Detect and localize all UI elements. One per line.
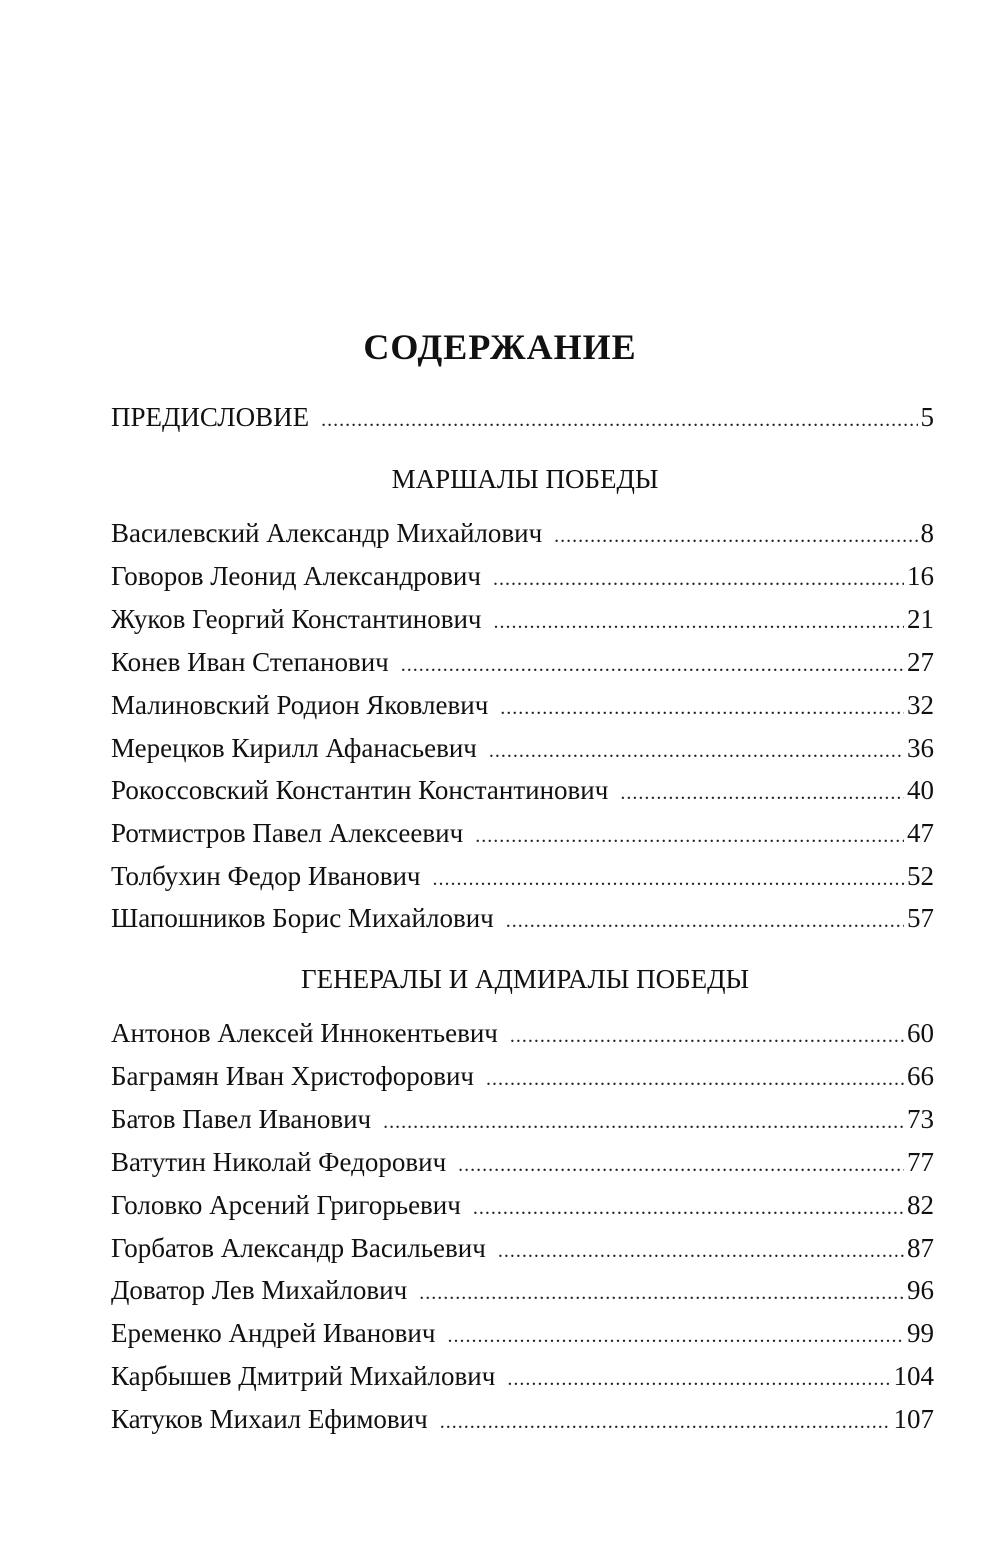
entry-name: Толбухин Федор Иванович: [111, 861, 421, 891]
dot-leader: [554, 525, 917, 548]
entry-name: Жуков Георгий Константинович: [111, 604, 482, 634]
entry-page: 107: [893, 1404, 934, 1434]
page-title: СОДЕРЖАНИЕ: [363, 327, 637, 367]
entry-page: 32: [907, 690, 934, 720]
entry-name: Рокоссовский Константин Константинович: [111, 775, 609, 805]
entry-name: Ротмистров Павел Алексеевич: [111, 818, 464, 848]
dot-leader: [489, 740, 904, 763]
dot-leader: [475, 825, 904, 848]
entry-name: Карбышев Дмитрий Михайлович: [111, 1361, 496, 1391]
entry-name: Баграмян Иван Христофорович: [111, 1061, 474, 1091]
dot-leader: [473, 1197, 904, 1220]
entry-page: 47: [907, 818, 934, 848]
entry-page: 21: [907, 604, 934, 634]
toc-entry[interactable]: [111, 561, 934, 595]
entry-page: 82: [907, 1190, 934, 1220]
toc-entry[interactable]: [111, 1190, 934, 1224]
dot-leader: [383, 1111, 904, 1134]
entry-name: Конев Иван Степанович: [111, 647, 389, 677]
dot-leader: [419, 1282, 904, 1305]
entry-page: 27: [907, 647, 934, 677]
dot-leader: [506, 910, 904, 933]
entry-page: 57: [907, 903, 934, 933]
dot-leader: [440, 1411, 891, 1434]
dot-leader: [507, 1368, 890, 1391]
entry-page: 104: [893, 1361, 934, 1391]
toc-entry[interactable]: [111, 1233, 934, 1267]
dot-leader: [498, 1240, 904, 1263]
toc-entry[interactable]: [111, 818, 934, 852]
section-heading-marshals: МАРШАЛЫ ПОБЕДЫ: [391, 464, 659, 494]
entry-page: 99: [907, 1318, 934, 1348]
entry-name: Катуков Михаил Ефимович: [111, 1404, 428, 1434]
dot-leader: [510, 1025, 904, 1048]
toc-entry[interactable]: [111, 1361, 934, 1395]
dot-leader: [433, 868, 905, 891]
entry-page: 36: [907, 733, 934, 763]
entry-name: Шапошников Борис Михайлович: [111, 903, 494, 933]
dot-leader: [500, 697, 904, 720]
entry-name: Антонов Алексей Иннокентьевич: [111, 1018, 498, 1048]
entry-page: 52: [907, 861, 934, 891]
toc-entry[interactable]: [111, 775, 934, 809]
toc-entry[interactable]: [111, 604, 934, 638]
toc-entry[interactable]: [111, 1147, 934, 1181]
entry-page: 8: [920, 518, 934, 548]
toc-entry[interactable]: [111, 518, 934, 552]
toc-entry[interactable]: [111, 733, 934, 767]
entry-page: 16: [907, 561, 934, 591]
section-heading-generals: ГЕНЕРАЛЫ И АДМИРАЛЫ ПОБЕДЫ: [300, 964, 750, 994]
entry-name: Мерецков Кирилл Афанасьевич: [111, 733, 477, 763]
toc-entry[interactable]: [111, 861, 934, 895]
entry-name: Горбатов Александр Васильевич: [111, 1233, 486, 1263]
toc-entry[interactable]: [111, 1061, 934, 1095]
dot-leader: [494, 611, 904, 634]
entry-name: Ватутин Николай Федорович: [111, 1147, 447, 1177]
toc-entry[interactable]: [111, 1404, 934, 1438]
dot-leader: [486, 1068, 904, 1091]
toc-entry[interactable]: [111, 690, 934, 724]
dot-leader: [493, 568, 904, 591]
toc-entry[interactable]: [111, 1318, 934, 1352]
entry-page: 66: [907, 1061, 934, 1091]
entry-name: Василевский Александр Михайлович: [111, 518, 543, 548]
entry-page: 5: [920, 402, 934, 432]
entry-page: 73: [907, 1104, 934, 1134]
entry-page: 40: [907, 775, 934, 805]
toc-entry[interactable]: [111, 1275, 934, 1309]
dot-leader: [447, 1325, 904, 1348]
dot-leader: [620, 782, 904, 805]
toc-entry-preface[interactable]: [111, 402, 934, 436]
toc-entry[interactable]: [111, 1104, 934, 1138]
entry-name: Доватор Лев Михайлович: [111, 1275, 408, 1305]
entry-page: 60: [907, 1018, 934, 1048]
entry-name: Головко Арсений Григорьевич: [111, 1190, 461, 1220]
dot-leader: [321, 409, 917, 432]
entry-name: Малиновский Родион Яковлевич: [111, 690, 489, 720]
entry-name: Батов Павел Иванович: [111, 1104, 372, 1134]
entry-page: 77: [907, 1147, 934, 1177]
entry-name: Еременко Андрей Иванович: [111, 1318, 436, 1348]
toc-entry[interactable]: [111, 903, 934, 937]
toc-entry[interactable]: [111, 1018, 934, 1052]
entry-name: Говоров Леонид Александрович: [111, 561, 481, 591]
dot-leader: [401, 654, 904, 677]
entry-name: ПРЕДИСЛОВИЕ: [111, 402, 310, 432]
toc-entry[interactable]: [111, 647, 934, 681]
dot-leader: [458, 1154, 904, 1177]
entry-page: 87: [907, 1233, 934, 1263]
entry-page: 96: [907, 1275, 934, 1305]
